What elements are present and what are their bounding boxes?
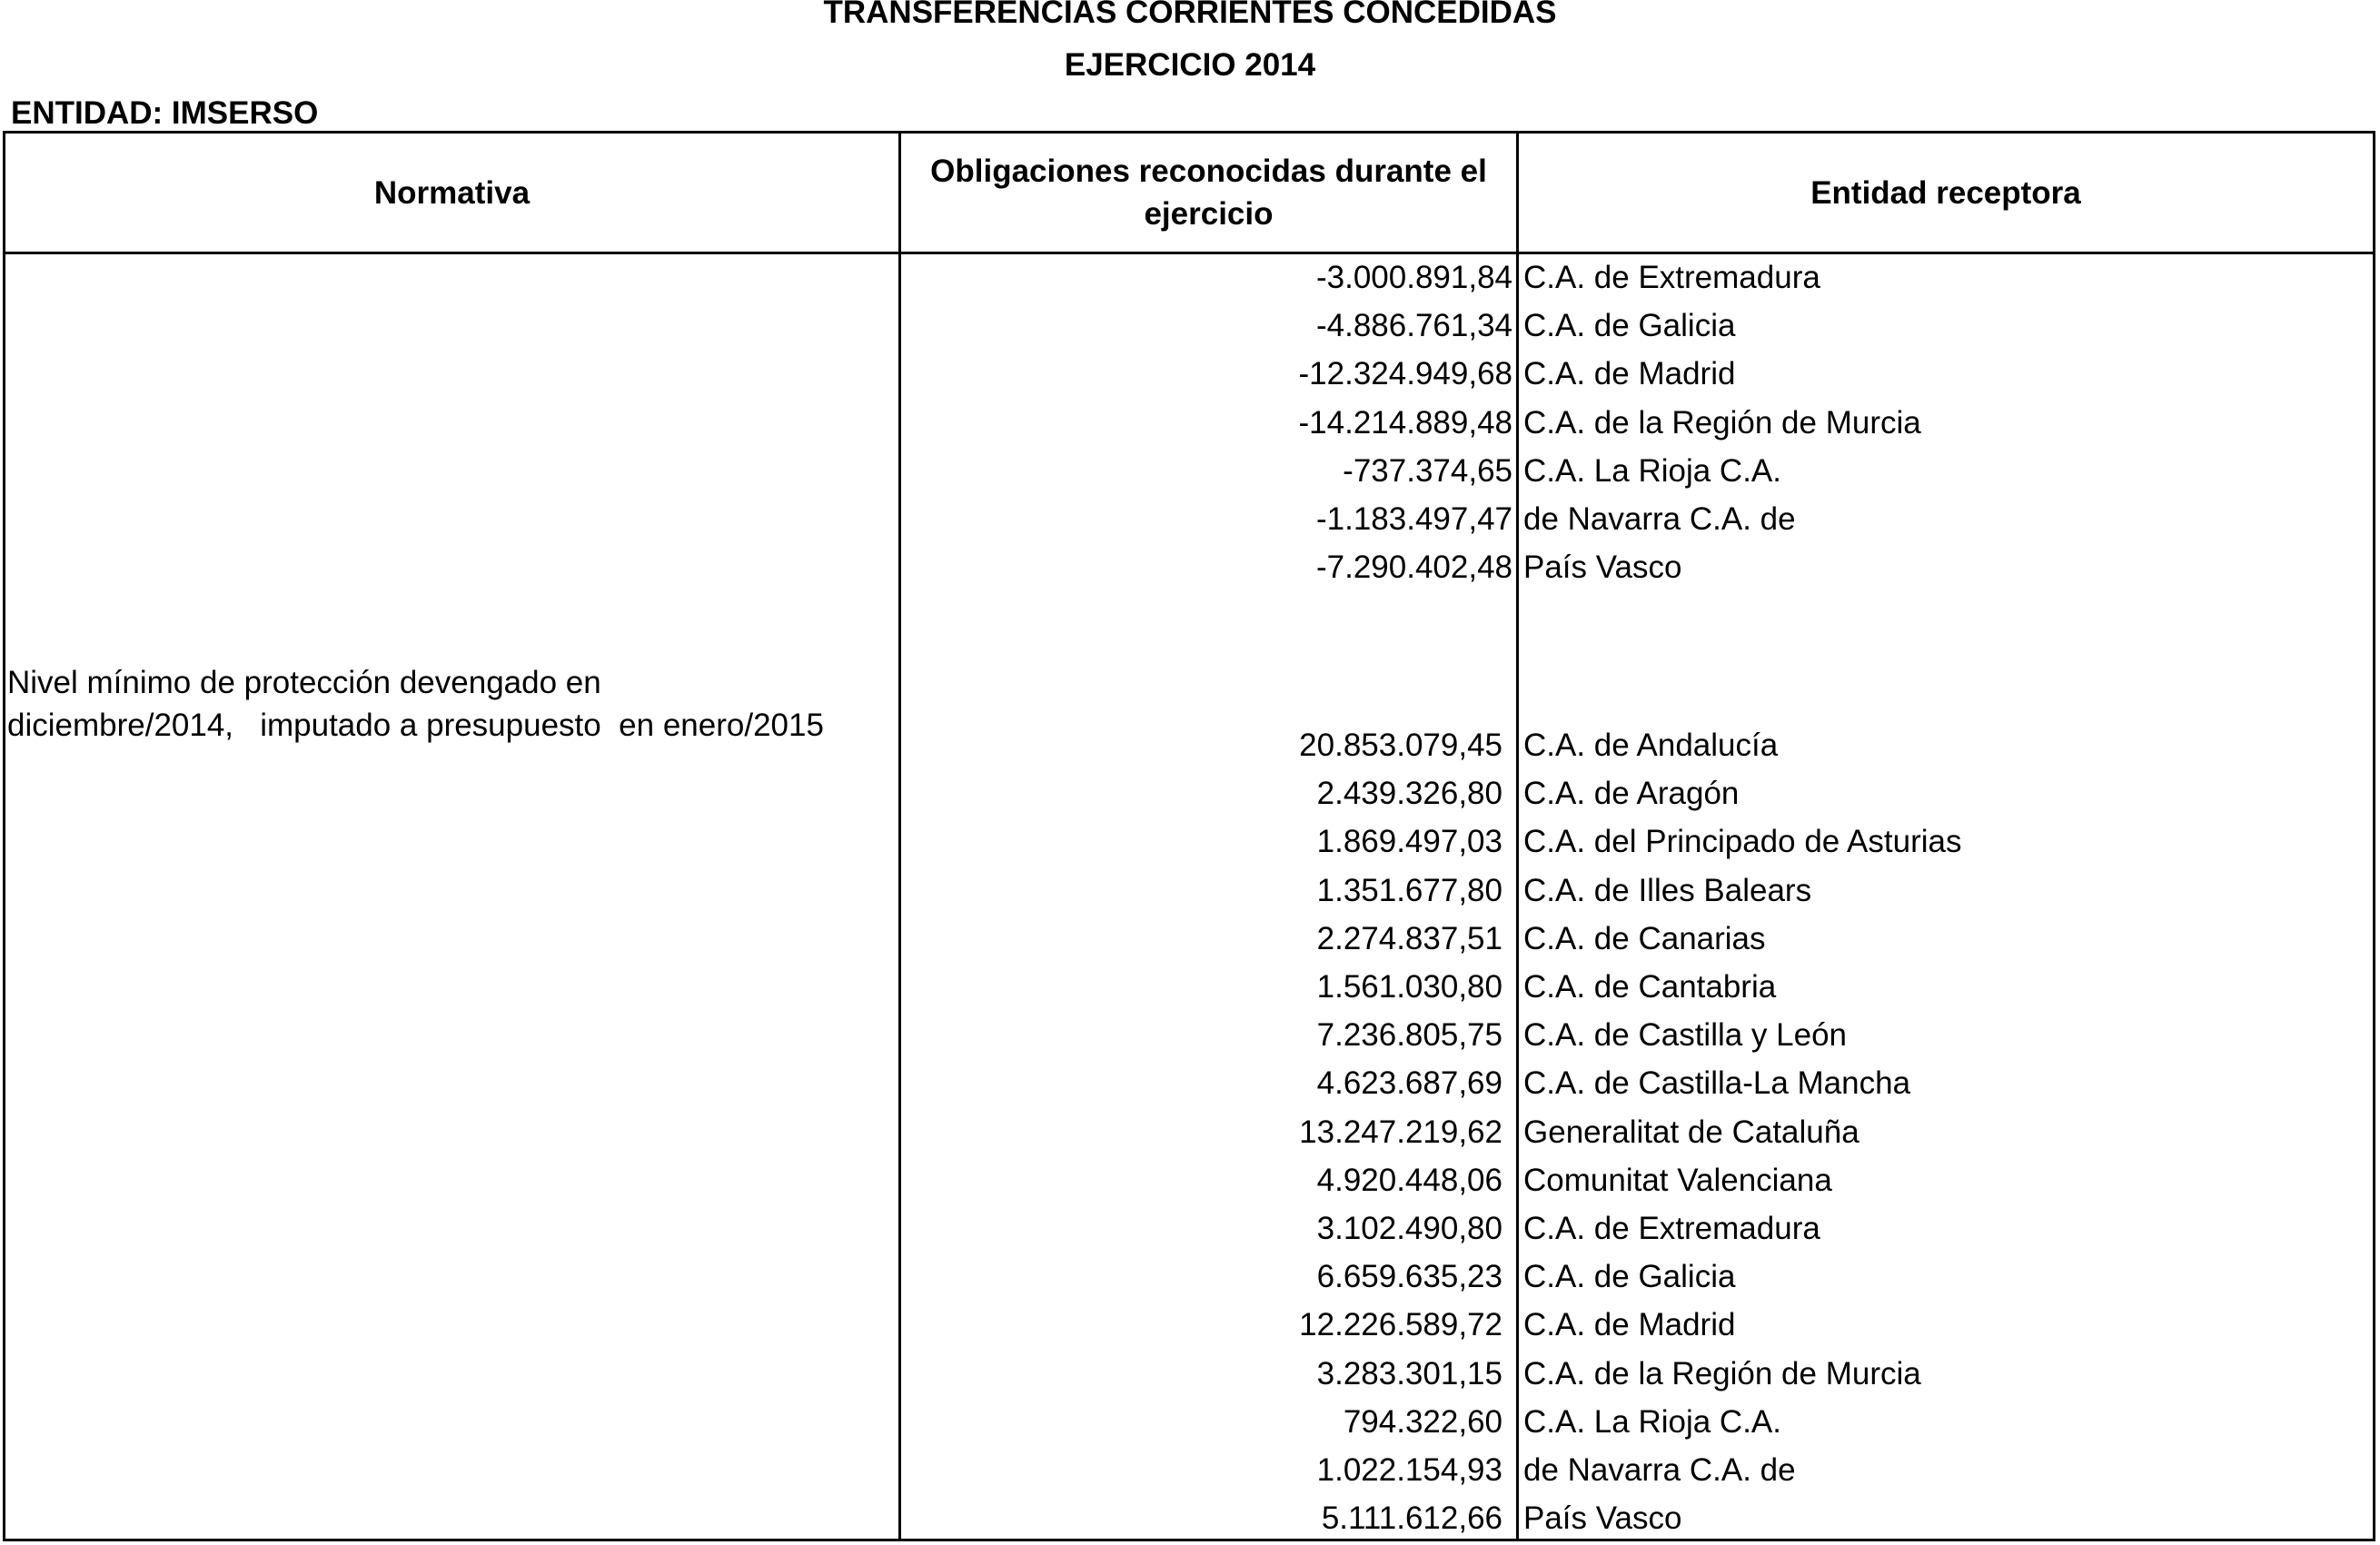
table-cell-amount: 1.022.154,93: [1316, 1452, 1502, 1488]
table-cell-amount: -12.324.949,68: [1298, 356, 1512, 392]
table-cell-entidad-receptora: C.A. de Andalucía: [1523, 728, 1779, 763]
table-cell-entidad-receptora: País Vasco: [1523, 1500, 1682, 1537]
table-cell-amount: 12.226.589,72: [1299, 1307, 1502, 1343]
table-cell-entidad-receptora: C.A. de Madrid: [1523, 356, 1736, 392]
table-cell-entidad-receptora: C.A. de Galicia: [1523, 308, 1736, 344]
table-cell-entidad-receptora: C.A. de Canarias: [1523, 920, 1766, 956]
entity-label: ENTIDAD: IMSERSO: [11, 95, 319, 131]
table-cell-entidad-receptora: C.A. La Rioja C.A.: [1523, 452, 1781, 489]
document-subtitle: EJERCICIO 2014: [1064, 47, 1316, 83]
table-cell-entidad-receptora: C.A. de Cantabria: [1523, 969, 1777, 1005]
table-cell-entidad-receptora: C.A. de Aragón: [1523, 776, 1740, 812]
table-cell-amount: 20.853.079,45: [1299, 728, 1502, 763]
table-cell-entidad-receptora: C.A. de Madrid: [1523, 1307, 1736, 1343]
table-cell-entidad-receptora: C.A. de Illes Balears: [1523, 872, 1812, 908]
table-cell-amount: 3.102.490,80: [1316, 1211, 1502, 1246]
table-cell-amount: -7.290.402,48: [1315, 550, 1512, 586]
table-cell-entidad-receptora: C.A. La Rioja C.A.: [1523, 1403, 1781, 1440]
table-cell-amount: 2.439.326,80: [1316, 776, 1502, 812]
table-cell-amount: 794.322,60: [1343, 1403, 1502, 1440]
table-cell-entidad-receptora: C.A. de Extremadura: [1523, 1211, 1820, 1246]
column-header-normativa: Normativa: [373, 174, 531, 211]
table-cell-amount: 3.283.301,15: [1316, 1355, 1502, 1391]
table-cell-entidad-receptora: Comunitat Valenciana: [1523, 1162, 1832, 1198]
table-cell-entidad-receptora: C.A. de Castilla y León: [1523, 1017, 1848, 1054]
table-cell-entidad-receptora: C.A. de Extremadura: [1523, 260, 1820, 295]
table-cell-entidad-receptora: C.A. de Galicia: [1523, 1259, 1736, 1295]
table-cell-entidad-receptora: Generalitat de Cataluña: [1523, 1114, 1859, 1150]
column-divider: [1516, 131, 1519, 1541]
table-cell-entidad-receptora: País Vasco: [1523, 550, 1682, 586]
table-cell-amount: 1.561.030,80: [1316, 969, 1502, 1005]
table-cell-amount: 4.920.448,06: [1316, 1162, 1502, 1198]
table-cell-amount: 6.659.635,23: [1316, 1259, 1502, 1295]
table-cell-amount: 1.869.497,03: [1316, 824, 1502, 860]
table-cell-amount: 13.247.219,62: [1299, 1114, 1502, 1150]
table-cell-entidad-receptora: C.A. de la Región de Murcia: [1523, 404, 1921, 441]
document-title: TRANSFERENCIAS CORRIENTES CONCEDIDAS: [823, 0, 1557, 30]
table-cell-amount: -3.000.891,84: [1315, 260, 1512, 295]
table-cell-amount: -14.214.889,48: [1298, 404, 1512, 441]
table-cell-entidad-receptora: de Navarra C.A. de: [1523, 501, 1796, 537]
table-cell-amount: -737.374,65: [1343, 452, 1512, 489]
column-header-entidad-receptora: Entidad receptora: [1810, 174, 2081, 211]
table-cell-amount: 1.351.677,80: [1316, 872, 1502, 908]
table-cell-entidad-receptora: C.A. de la Región de Murcia: [1523, 1355, 1921, 1391]
table-cell-entidad-receptora: C.A. del Principado de Asturias: [1523, 824, 1962, 860]
table-cell-entidad-receptora: de Navarra C.A. de: [1523, 1452, 1796, 1488]
table-cell-amount: -1.183.497,47: [1315, 501, 1512, 537]
table-cell-entidad-receptora: C.A. de Castilla-La Mancha: [1523, 1065, 1911, 1102]
normativa-cell: Nivel mínimo de protección devengado en diciembre/2014, imputado a presupuesto en enero/2015: [7, 665, 824, 743]
table-cell-amount: 4.623.687,69: [1316, 1065, 1502, 1102]
table-cell-amount: 7.236.805,75: [1316, 1017, 1502, 1054]
table-cell-amount: 5.111.612,66: [1321, 1500, 1502, 1537]
table-cell-amount: -4.886.761,34: [1315, 308, 1512, 344]
column-header-obligaciones: Obligaciones reconocidas durante el ejercicio: [930, 154, 1487, 232]
table-cell-amount: 2.274.837,51: [1316, 920, 1502, 956]
header-divider: [3, 252, 2375, 254]
